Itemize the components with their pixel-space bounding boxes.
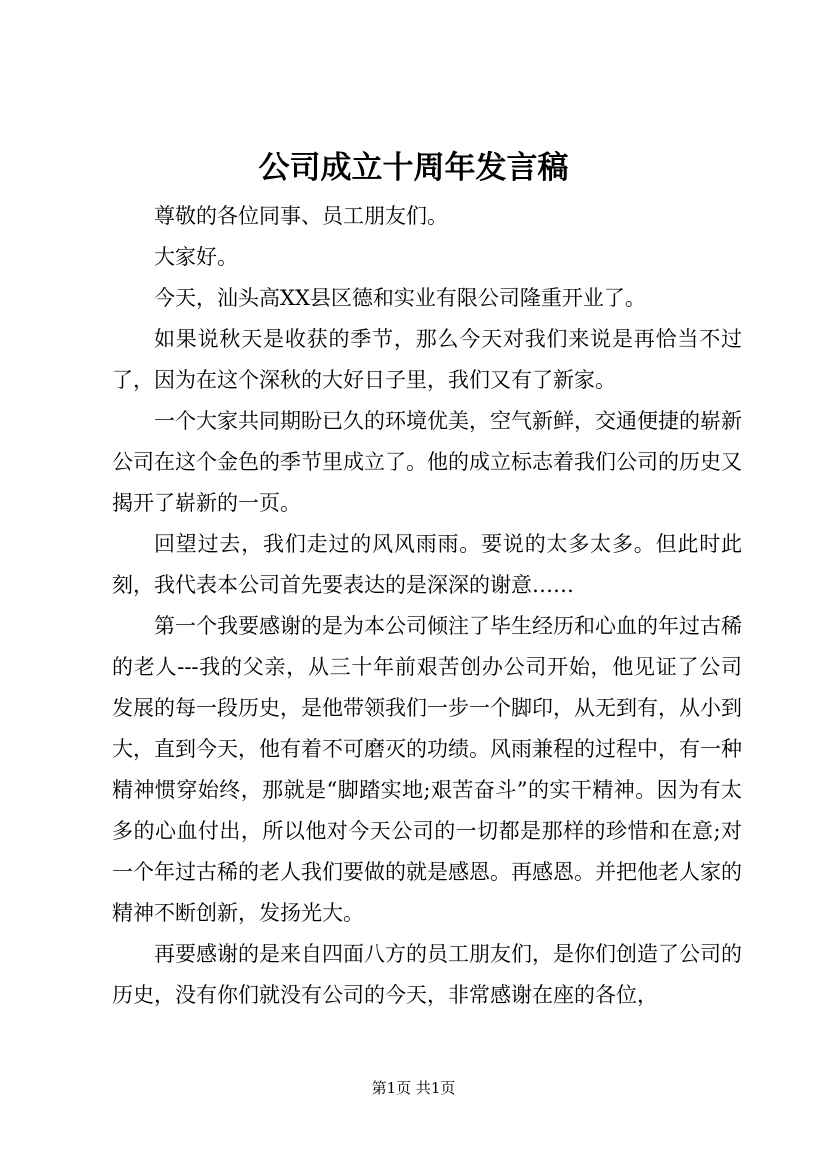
paragraph-look-back: 回望过去，我们走过的风风雨雨。要说的太多太多。但此时此刻，我代表本公司首先要表达的是深深的谢意……: [112, 532, 742, 597]
paragraph-thanks-father: 第一个我要感谢的是为本公司倾注了毕生经历和心血的年过古稀的老人---我的父亲，从三十年前艰苦创办公司开始，他见证了公司发展的每一段历史，是他带领我们一步一个脚印，从无到有，从小到大，直到今天，他有着不可磨灭的功绩。风雨兼程的过程中，有一种精神惯穿始终，那就是“脚踏实地;艰苦奋斗”的实干精神。因为有太多的心血付出，所以他对今天公司的一切都是那样的珍惜和在意;对一个年过古稀的老人我们要做的就是感恩。再感恩。并把他老人家的精神不断创新，发扬光大。: [112, 614, 742, 925]
document-body: [112, 196, 742, 1016]
document-title: 公司成立十周年发言稿: [258, 150, 569, 186]
paragraph-thanks-staff: 再要感谢的是来自四面八方的员工朋友们，是你们创造了公司的历史，没有你们就没有公司的今天，非常感谢在座的各位，: [112, 942, 742, 1007]
paragraph-hello: 大家好。: [154, 245, 238, 269]
paragraph-opening: 今天，汕头高XX县区德和实业有限公司隆重开业了。: [154, 286, 646, 310]
page-footer: 第1页 共1页: [371, 1079, 456, 1097]
paragraph-new-company: 一个大家共同期盼已久的环境优美，空气新鲜，交通便捷的崭新公司在这个金色的季节里成立了。他的成立标志着我们公司的历史又揭开了崭新的一页。: [112, 409, 742, 515]
paragraph-autumn: 如果说秋天是收获的季节，那么今天对我们来说是再恰当不过了，因为在这个深秋的大好日子里，我们又有了新家。: [112, 327, 742, 392]
paragraph-greeting: 尊敬的各位同事、员工朋友们。: [154, 204, 448, 228]
